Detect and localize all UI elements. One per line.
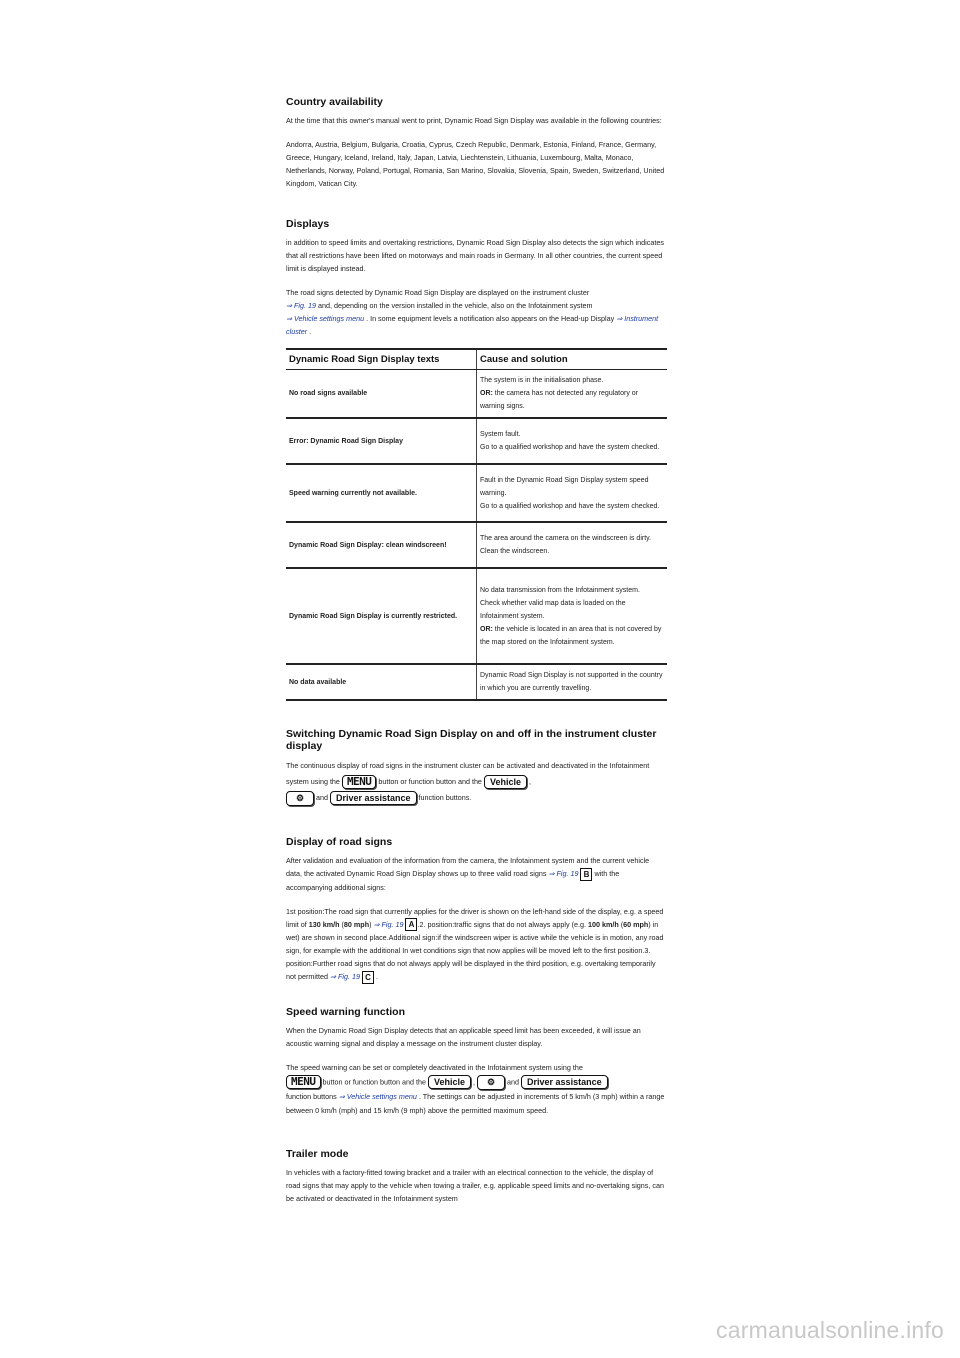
cause-line: The area around the camera on the windscreen is dirty. bbox=[480, 535, 652, 542]
table-cell-cause bbox=[477, 568, 668, 664]
menu-button[interactable]: MENU bbox=[342, 775, 377, 789]
speed-text-c: , bbox=[471, 1077, 478, 1087]
fig19-link[interactable]: ⇒ Fig. 19 bbox=[329, 972, 360, 982]
table-header-row bbox=[286, 349, 667, 370]
displays-intro-text: in addition to speed limits and overtaking restrictions, Dynamic Road Sign Display also detects the sign which indicates that all restrictions have been lifted on motorways and main roads in Germany. In all other countries, the current speed limit is displayed instead. bbox=[286, 238, 664, 273]
speed-80-mph: 80 mph bbox=[343, 919, 370, 929]
switching-text-e: function buttons. bbox=[416, 793, 472, 802]
table-row bbox=[286, 418, 667, 464]
road-signs-intro-b: with the accompanying additional signs: bbox=[286, 869, 620, 892]
speed-text-f: . The settings can be adjusted in increments of 5 km/h (3 mph) within a range between 0 km/h (mph) and 15 km/h (9 mph) above the permitted maximum speed. bbox=[286, 1091, 665, 1115]
table-cell-text: Dynamic Road Sign Display is currently restricted. bbox=[286, 568, 477, 664]
speed-warning-heading: Speed warning function bbox=[286, 1005, 406, 1018]
speed-text-a: The speed warning can be set or completely deactivated in the Infotainment system using the bbox=[286, 1062, 583, 1072]
table-cell-cause bbox=[477, 370, 668, 419]
displays-detail-text bbox=[286, 286, 667, 338]
switching-text bbox=[286, 758, 667, 806]
table-row bbox=[286, 522, 667, 568]
speed-warning-settings bbox=[286, 1061, 667, 1118]
country-availability-heading: Country availability bbox=[286, 96, 383, 108]
vehicle-settings-menu-link[interactable]: ⇒ Vehicle settings menu bbox=[286, 314, 365, 323]
fig19-link[interactable]: ⇒ Fig. 19 bbox=[548, 869, 579, 878]
table-cell-cause bbox=[477, 522, 668, 568]
table-cell-cause bbox=[477, 464, 668, 522]
watermark-logo: carmanualsonline.info bbox=[716, 1317, 944, 1343]
speed-text-e: function buttons bbox=[286, 1091, 339, 1101]
vehicle-settings-menu-link[interactable]: ⇒ Vehicle settings menu bbox=[338, 1091, 417, 1101]
table-header-cause: Cause and solution bbox=[477, 349, 668, 370]
displays-detail-d: . bbox=[307, 327, 312, 336]
speed-warning-intro: When the Dynamic Road Sign Display detects that an applicable speed limit has been exceeded, it will issue an acoustic warning signal and display a message on the instrument cluster display. bbox=[286, 1025, 641, 1048]
paren: ) bbox=[369, 919, 374, 929]
fig19-link[interactable]: ⇒ Fig. 19 bbox=[286, 301, 316, 310]
cause-line: System fault. bbox=[480, 431, 521, 438]
vehicle-button[interactable]: Vehicle bbox=[428, 1075, 471, 1089]
or-label: OR: bbox=[480, 625, 493, 633]
table-cell-cause bbox=[477, 664, 668, 700]
fig19-link[interactable]: ⇒ Fig. 19 bbox=[373, 919, 404, 929]
table-row bbox=[286, 664, 667, 700]
cause-or-line: the vehicle is located in an area that is not covered by the map stored on the Infotainment system. bbox=[480, 625, 662, 646]
key-a-icon: A bbox=[405, 918, 417, 931]
displays-heading: Displays bbox=[286, 218, 330, 230]
table-row bbox=[286, 568, 667, 664]
cause-line: The system is in the initialisation phase. bbox=[480, 377, 604, 384]
displays-detail-c: . In some equipment levels a notification also appears on the Head-up Display bbox=[364, 314, 617, 323]
country-list-text: Andorra, Austria, Belgium, Bulgaria, Croatia, Cyprus, Czech Republic, Denmark, Estonia, Finland, France, Germany, Greece, Hungary, Iceland, Ireland, Italy, Japan, Latvia, Liechtenstein, Lithuania, Luxembourg, Malta, Monaco, Netherlands, Norway, Poland, Portugal, Romania, San Marino, Slovakia, Slovenia, Spain, Sweden, Switzerland, United Kingdom, Vatican City. bbox=[286, 140, 665, 188]
trailer-mode-heading: Trailer mode bbox=[286, 1147, 349, 1160]
displays-detail-a: The road signs detected by Dynamic Road Sign Display are displayed on the instrument cluster bbox=[286, 288, 590, 297]
switching-heading: Switching Dynamic Road Sign Display on and off in the instrument cluster display bbox=[286, 728, 657, 752]
instrument-cluster-link[interactable]: ⇒ Instrument cluster bbox=[286, 314, 659, 336]
positions-text-d: . bbox=[373, 972, 378, 982]
table-cell-text: Dynamic Road Sign Display: clean windscreen! bbox=[286, 522, 477, 568]
speed-100: 100 km/h bbox=[587, 919, 619, 929]
cause-line: Go to a qualified workshop and have the system checked. bbox=[480, 444, 660, 451]
key-b-icon: B bbox=[580, 868, 592, 881]
positions-text-b: .2. position:traffic signs that do not always apply (e.g. bbox=[417, 919, 588, 929]
road-signs-positions bbox=[286, 905, 667, 984]
table-cell-text: No data available bbox=[286, 664, 477, 700]
or-label: OR: bbox=[480, 390, 493, 397]
speed-60-mph: 60 mph bbox=[623, 919, 649, 929]
road-signs-heading: Display of road signs bbox=[286, 836, 393, 848]
speed-130: 130 km/h bbox=[308, 919, 340, 929]
table-row bbox=[286, 370, 667, 419]
road-signs-intro bbox=[286, 854, 667, 894]
display-texts-table bbox=[286, 348, 667, 701]
switching-text-b: button or function button and the bbox=[376, 777, 484, 786]
speed-text-d: and bbox=[505, 1077, 522, 1087]
cause-line: Clean the windscreen. bbox=[480, 548, 550, 555]
trailer-mode-text: In vehicles with a factory-fitted towing bracket and a trailer with an electrical connection to the vehicle, the display of road signs that may apply to the vehicle when towing a trailer, e.g. applicable speed limits and no-overtaking signs, can be activated or deactivated in the Infotainment system bbox=[286, 1167, 664, 1203]
paren: ( bbox=[618, 919, 624, 929]
key-c-icon: C bbox=[362, 971, 374, 984]
paren: ( bbox=[339, 919, 344, 929]
positions-text-c: ) in wet) are shown in second place.Additional sign:if the windscreen wiper is active while the vehicle is in motion, any road sign, for example with the additional In wet conditions sign that now applies will be moved left to the first position.3. position:Further road signs that do not always apply will be displayed in the third position, e.g. overtaking temporarily not permitted bbox=[286, 919, 664, 982]
table-cell-text: No road signs available bbox=[286, 370, 477, 419]
country-intro-text: At the time that this owner's manual went to print, Dynamic Road Sign Display was available in the following countries: bbox=[286, 116, 662, 125]
cause-line: Dynamic Road Sign Display is not supported in the country in which you are currently travelling. bbox=[480, 672, 663, 692]
cause-line: Check whether valid map data is loaded on the Infotainment system. bbox=[480, 599, 626, 620]
manual-page bbox=[286, 96, 667, 1205]
displays-detail-b: and, depending on the version installed in the vehicle, also on the Infotainment system bbox=[316, 301, 593, 310]
table-cell-text: Speed warning currently not available. bbox=[286, 464, 477, 522]
table-header-texts: Dynamic Road Sign Display texts bbox=[286, 349, 477, 370]
road-signs-intro-a: After validation and evaluation of the information from the camera, the Infotainment system and the current vehicle data, the activated Dynamic Road Sign Display shows up to three valid road signs bbox=[286, 856, 650, 878]
table-cell-text: Error: Dynamic Road Sign Display bbox=[286, 418, 477, 464]
positions-text-a: 1st position:The road sign that currently applies for the driver is shown on the left-hand side of the display, e.g. a speed limit of bbox=[286, 906, 664, 929]
table-cell-cause bbox=[477, 418, 668, 464]
table-row bbox=[286, 464, 667, 522]
menu-button[interactable]: MENU bbox=[286, 1075, 321, 1089]
driver-assistance-button[interactable]: Driver assistance bbox=[521, 1075, 608, 1089]
cause-line: Fault in the Dynamic Road Sign Display system speed warning. bbox=[480, 476, 649, 497]
switching-text-c: , bbox=[526, 777, 531, 786]
cause-or-line: the camera has not detected any regulatory or warning signs. bbox=[480, 390, 638, 410]
switching-text-d: and bbox=[314, 793, 330, 802]
assist-settings-icon-button[interactable]: ⚙ bbox=[477, 1075, 505, 1090]
assist-settings-icon-button[interactable]: ⚙ bbox=[286, 791, 314, 806]
driver-assistance-button[interactable]: Driver assistance bbox=[330, 791, 417, 805]
cause-line: No data transmission from the Infotainment system. bbox=[480, 586, 640, 594]
switching-text-a: The continuous display of road signs in the instrument cluster can be activated and deactivated in the Infotainment system using the bbox=[286, 761, 650, 786]
vehicle-button[interactable]: Vehicle bbox=[484, 775, 527, 789]
cause-line: Go to a qualified workshop and have the system checked. bbox=[480, 502, 660, 510]
speed-text-b: button or function button and the bbox=[320, 1077, 428, 1087]
